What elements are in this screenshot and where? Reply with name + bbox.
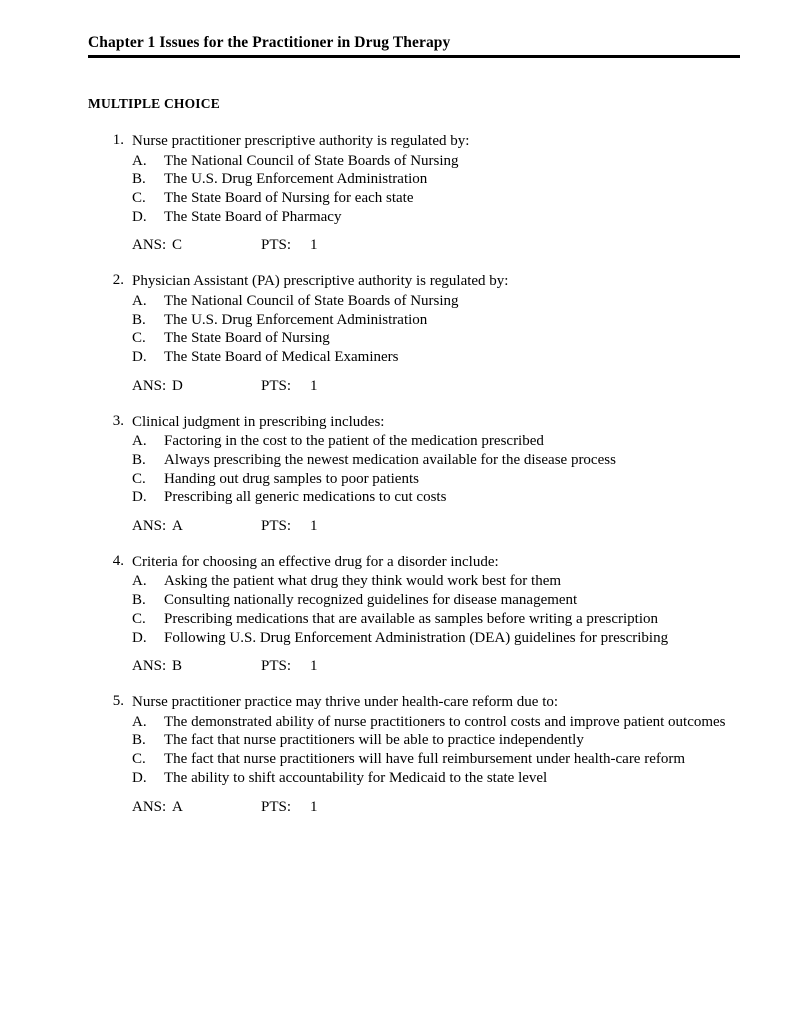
question-stem: Nurse practitioner prescriptive authority is regulated by: bbox=[132, 133, 470, 149]
choice-text: The demonstrated ability of nurse practitioners to control costs and improve patient outcomes bbox=[164, 713, 726, 730]
choice-option bbox=[132, 348, 743, 367]
choice-option bbox=[132, 451, 743, 470]
choice-letter: D. bbox=[132, 208, 147, 225]
choice-option bbox=[132, 591, 743, 610]
answer-label: ANS: bbox=[132, 237, 167, 254]
choice-option bbox=[132, 292, 743, 311]
choice-text: The fact that nurse practitioners will be able to practice independently bbox=[164, 732, 584, 749]
choice-option bbox=[132, 750, 743, 769]
choice-letter: A. bbox=[132, 573, 147, 590]
question-item bbox=[88, 693, 743, 816]
choice-text: The National Council of State Boards of Nursing bbox=[164, 292, 459, 309]
choice-option bbox=[132, 572, 743, 591]
choice-option bbox=[132, 208, 743, 227]
question-number: 5. bbox=[112, 693, 124, 710]
question-item bbox=[88, 553, 743, 676]
choice-letter: A. bbox=[132, 292, 147, 309]
question-stem: Physician Assistant (PA) prescriptive authority is regulated by: bbox=[132, 273, 509, 290]
question-item bbox=[88, 132, 743, 255]
choice-text: The fact that nurse practitioners will have full reimbursement under health-care reform bbox=[164, 751, 686, 768]
choice-option bbox=[132, 329, 743, 348]
choice-list bbox=[132, 432, 743, 507]
choice-letter: C. bbox=[132, 470, 146, 487]
choice-letter: B. bbox=[132, 451, 146, 468]
choice-letter: B. bbox=[132, 171, 146, 188]
choice-option bbox=[132, 769, 743, 788]
choice-option bbox=[132, 488, 743, 507]
choice-text: The State Board of Medical Examiners bbox=[164, 348, 399, 365]
answer-row bbox=[132, 237, 743, 255]
points-label: PTS: bbox=[261, 798, 292, 815]
answer-label: ANS: bbox=[132, 798, 167, 815]
choice-option bbox=[132, 170, 743, 189]
question-item bbox=[88, 413, 743, 536]
answer-value: B bbox=[172, 658, 183, 675]
choice-text: Always prescribing the newest medication available for the disease process bbox=[164, 451, 616, 468]
choice-option bbox=[132, 311, 743, 330]
points-label: PTS: bbox=[261, 658, 292, 675]
question-stem: Nurse practitioner practice may thrive under health-care reform due to: bbox=[132, 694, 559, 711]
points-label: PTS: bbox=[261, 237, 292, 254]
choice-letter: C. bbox=[132, 189, 146, 206]
question-number: 2. bbox=[112, 272, 124, 289]
answer-label: ANS: bbox=[132, 517, 167, 534]
choice-letter: B. bbox=[132, 311, 146, 328]
choice-text: The State Board of Pharmacy bbox=[164, 208, 342, 225]
answer-label: ANS: bbox=[132, 658, 167, 675]
choice-letter: A. bbox=[132, 713, 147, 730]
answer-row bbox=[132, 658, 743, 676]
choice-letter: C. bbox=[132, 330, 146, 347]
points-value: 1 bbox=[310, 798, 318, 815]
choice-text: Handing out drug samples to poor patients bbox=[164, 470, 419, 487]
page-title: Chapter 1 Issues for the Practitioner in Drug Therapy bbox=[88, 34, 740, 58]
choice-letter: C. bbox=[132, 610, 146, 627]
choice-text: Asking the patient what drug they think would work best for them bbox=[164, 573, 562, 590]
choice-text: The National Council of State Boards of Nursing bbox=[164, 152, 459, 169]
answer-row bbox=[132, 518, 743, 536]
question-number: 1. bbox=[112, 132, 124, 148]
choice-letter: C. bbox=[132, 751, 146, 768]
choice-letter: D. bbox=[132, 348, 147, 365]
question-stem: Clinical judgment in prescribing includes: bbox=[132, 413, 385, 430]
points-value: 1 bbox=[310, 658, 318, 675]
choice-text: The ability to shift accountability for Medicaid to the state level bbox=[164, 769, 548, 786]
choice-option bbox=[132, 432, 743, 451]
choice-option bbox=[132, 470, 743, 489]
choice-letter: A. bbox=[132, 152, 147, 169]
points-value: 1 bbox=[310, 517, 318, 534]
choice-option bbox=[132, 713, 743, 732]
question-number: 3. bbox=[112, 412, 124, 429]
points-value: 1 bbox=[310, 237, 318, 254]
choice-list bbox=[132, 713, 743, 788]
choice-option bbox=[132, 629, 743, 648]
choice-text: The State Board of Nursing for each state bbox=[164, 189, 414, 206]
points-label: PTS: bbox=[261, 517, 292, 534]
answer-value: A bbox=[172, 798, 183, 815]
choice-letter: D. bbox=[132, 489, 147, 506]
choice-letter: B. bbox=[132, 732, 146, 749]
choice-text: The State Board of Nursing bbox=[164, 330, 330, 347]
choice-text: Prescribing medications that are available as samples before writing a prescription bbox=[164, 610, 658, 627]
choice-text: Prescribing all generic medications to cut costs bbox=[164, 489, 447, 506]
choice-text: Following U.S. Drug Enforcement Administration (DEA) guidelines for prescribing bbox=[164, 629, 669, 646]
choice-text: The U.S. Drug Enforcement Administration bbox=[164, 171, 428, 188]
choice-text: Factoring in the cost to the patient of the medication prescribed bbox=[164, 433, 544, 450]
points-label: PTS: bbox=[261, 377, 292, 394]
choice-list bbox=[132, 152, 743, 227]
choice-letter: A. bbox=[132, 433, 147, 450]
choice-text: The U.S. Drug Enforcement Administration bbox=[164, 311, 428, 328]
answer-row bbox=[132, 799, 743, 817]
choice-letter: D. bbox=[132, 769, 147, 786]
section-heading: MULTIPLE CHOICE bbox=[88, 96, 220, 111]
choice-option bbox=[132, 152, 743, 171]
choice-option bbox=[132, 189, 743, 208]
choice-option bbox=[132, 610, 743, 629]
choice-letter: B. bbox=[132, 592, 146, 609]
answer-value: D bbox=[172, 377, 183, 394]
choice-letter: D. bbox=[132, 629, 147, 646]
choice-list bbox=[132, 572, 743, 647]
answer-row bbox=[132, 378, 743, 396]
answer-value: A bbox=[172, 517, 183, 534]
choice-list bbox=[132, 292, 743, 367]
choice-option bbox=[132, 731, 743, 750]
answer-label: ANS: bbox=[132, 377, 167, 394]
answer-value: C bbox=[172, 237, 183, 254]
question-list bbox=[88, 132, 743, 817]
question-item bbox=[88, 272, 743, 395]
choice-text: Consulting nationally recognized guidelines for disease management bbox=[164, 592, 578, 609]
question-number: 4. bbox=[112, 552, 124, 569]
points-value: 1 bbox=[310, 377, 318, 394]
question-stem: Criteria for choosing an effective drug for a disorder include: bbox=[132, 553, 499, 570]
